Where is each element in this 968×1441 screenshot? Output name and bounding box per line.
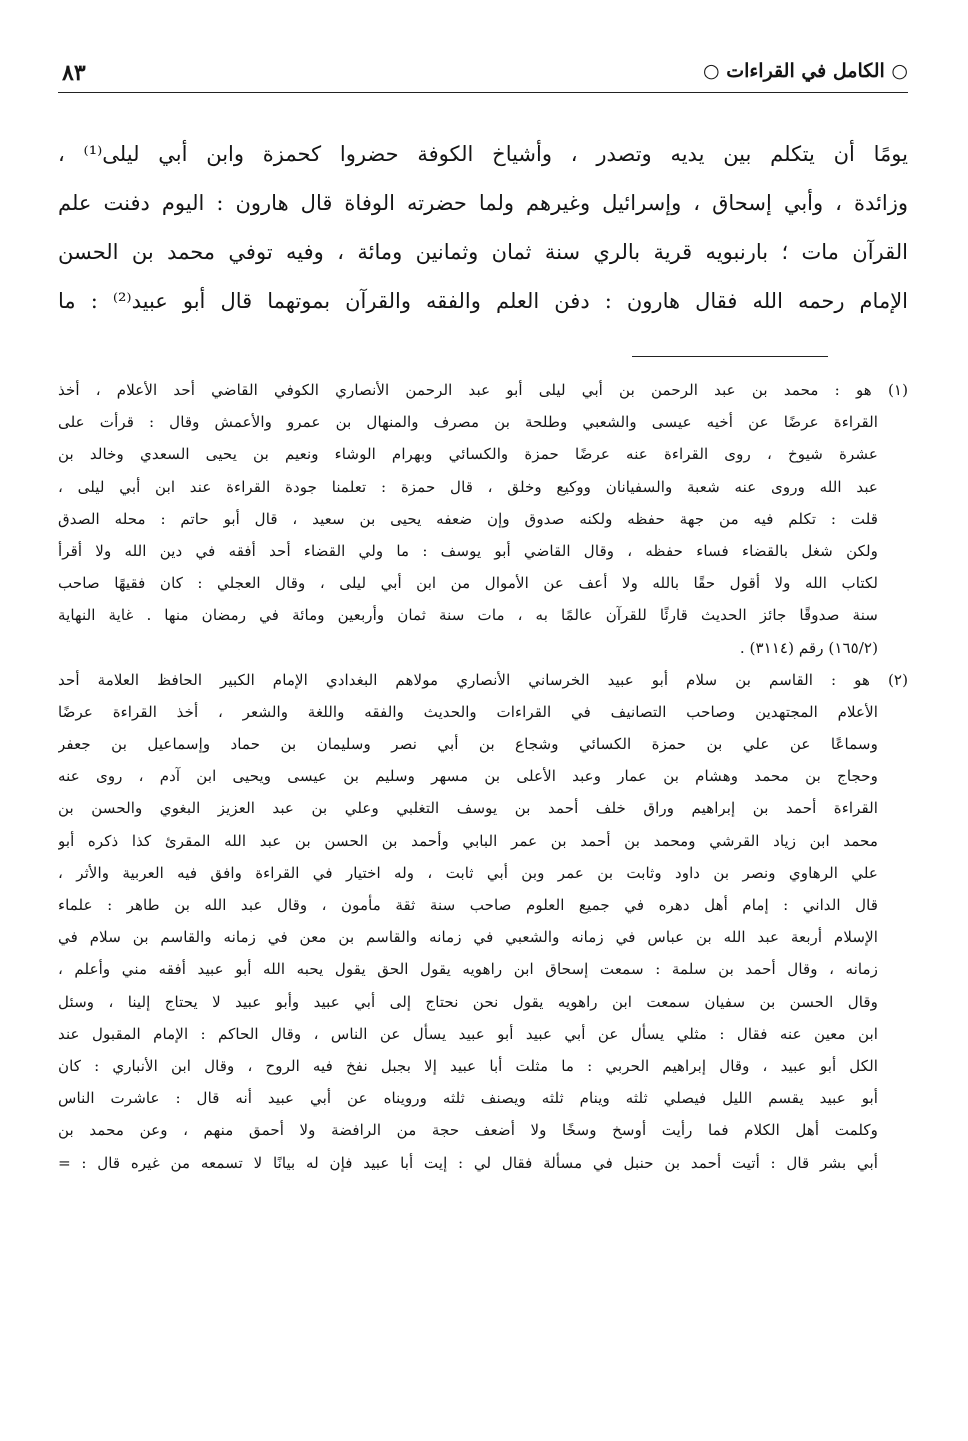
main-text: [58, 130, 908, 326]
footnote-line: قلت : تكلم فيه من جهة حفظه ولكنه صدوق وإن ضعفه يحيى بن سعيد ، قال أبو حاتم : محله الصدق: [58, 509, 878, 528]
footnote-line: وكلمت أهل الكلام فما رأيت أوسخ وسخًا ولا أضعف حجة من الرافضة ولا أحمق منهم ، وعن محمد بن: [58, 1121, 878, 1140]
page-header: [58, 58, 908, 93]
footnote-line: (٢) هو : القاسم بن سلام أبو عبيد الخرساني الأنصاري مولاهم البغدادي الإمام الكبير الحافظ العلامة أحد: [58, 670, 908, 689]
footnote-line: عبد الله وروى عنه شعبة والسفيانان ووكيع وخلق ، قال حمزة : تعلمنا جودة القراءة عند ابن أبي ليلى ،: [58, 477, 878, 496]
footnote-line: وقال الحسن بن سفيان سمعت ابن راهويه يقول نحن نحتاج إلى أبي عبيد وأبو عبيد لا يحتاج إلينا ، وسئل: [58, 992, 878, 1011]
running-title: ○ الكامل في القراءات ○: [703, 60, 908, 82]
footnote-line: ولكن شغل بالقضاء فساء حفظه ، وقال القاضي أبو يوسف : ما ولي القضاء أحد أفقه في دين الله ولا أقرأ: [58, 541, 878, 560]
footnote-line: محمد ابن زياد القرشي ومحمد بن أحمد بن عمر البابي وأحمد بن الحسن بن عبد الله المقرئ كذا ذكره أبو: [58, 831, 878, 850]
footnote-line: وسماعًا عن علي بن حمزة الكسائي وشجاع بن أبي نصر وسليمان بن حماد وإسماعيل بن جعفر: [58, 735, 878, 754]
footnote-line: سنة صدوقًا جائز الحديث قارئًا للقرآن عالمًا به ، مات سنة ثمان وأربعين ومائة في رمضان منها . غاية النهاية: [58, 606, 878, 625]
footnote-line: عشرة شيوخ ، روى القراءة عنه عرضًا حمزة والكسائي وبهرام الوشاء ونعيم بن يحيى السعدي وخالد بن: [58, 445, 878, 464]
footnote-line: ابن معين عنه فقال : مثلي يسأل عن أبي عبيد أبو عبيد يسأل عن الناس ، وقال الحاكم : الإمام المقبول عند: [58, 1024, 878, 1043]
footnote-separator: [632, 356, 828, 357]
body-line: القرآن مات ؛ بارنبويه قرية بالري سنة ثمان وثمانين ومائة ، وفيه توفي محمد بن الحسن: [58, 240, 908, 264]
footnote-line: الأعلام المجتهدين وصاحب التصانيف في القراءات والحديث والفقه واللغة والشعر ، أخذ القراءة عرضًا: [58, 702, 878, 721]
footnote-line: (١٦٥/٢) رقم (٣١١٤) .: [739, 638, 878, 657]
footnote-line: وحجاج بن محمد وهشام بن عمار وعبد الأعلى بن مسهر وسليم بن عيسى ويحيى ابن آدم ، روى عنه: [58, 767, 878, 786]
footnote-line: أبو عبيد يقسم الليل فيصلي ثلثه وينام ثلثه ويصنف ثلثه ورويناه عن أبي عبيد أنه قال : عاشرت الناس: [58, 1089, 878, 1108]
footnote-line: أبي بشر قال : أتيت أحمد بن حنبل في مسألة فقال لي : إيت أبا عبيد فإن له بيانًا لا تسمعه من غيره قال : =: [58, 1153, 878, 1172]
footnote-line: زمانه ، وقال أحمد بن سلمة : سمعت إسحاق ابن راهويه يقول الحق يقول يحبه الله أبو عبيد أفقه مني وأعلم ،: [58, 960, 878, 979]
page-number: ٨٣: [62, 60, 86, 86]
footnote-line: القراءة عرضًا عن أخيه عيسى والشعبي وطلحة بن مصرف والمنهال بن عمرو والأعمش وقال : قرأت على: [58, 413, 878, 432]
footnote-line: الكل أبو عبيد ، وقال إبراهيم الحربي : ما مثلت أبا عبيد إلا بجبل نفخ فيه الروح ، وقال ابن الأنباري : كان: [58, 1056, 878, 1075]
footnote-line: قال الداني : إمام أهل دهره في جميع العلوم صاحب سنة ثقة مأمون ، وقال عبد الله بن طاهر : علماء: [58, 896, 878, 914]
footnote-line: القراءة أحمد بن إبراهيم وراق خلف أحمد بن يوسف التغلبي وعلي بن عبد العزيز البغوي والحسن بن: [58, 799, 878, 818]
body-line: الإمام رحمه الله فقال هارون : دفن العلم والفقه والقرآن بموتهما قال أبو عبيد⁽²⁾ : ما: [58, 289, 908, 313]
footnote-2: [58, 664, 908, 1179]
footnote-line: لكتاب الله ولا أقول حقًا بالله ولا أعف عن الأموال من ابن أبي ليلى ، وقال العجلي : كان فقيهًا صاحب: [58, 574, 878, 593]
footnotes: [58, 374, 908, 1179]
footnote-line: علي الرهاوي ونصر بن داود وثابت بن عمر وبن أبي ثابت ، وله اختيار في القراءة وافق فيه العربية والأثر ،: [58, 863, 878, 882]
footnote-line: الإسلام أربعة عبد الله بن عباس في زمانه والشعبي في زمانه والقاسم بن معن في زمانه والقاسم بن سلام في: [58, 928, 878, 947]
body-line: يومًا أن يتكلم بين يديه وتصدر ، وأشياخ الكوفة حضروا كحمزة وابن أبي ليلى⁽¹⁾ ،: [58, 142, 908, 166]
footnote-line: (١) هو : محمد بن عبد الرحمن بن أبي ليلى أبو عبد الرحمن الأنصاري الكوفي القاضي أحد الأعلام ، أخذ: [58, 381, 908, 399]
body-line: وزائدة ، وأبي إسحاق ، وإسرائيل وغيرهم ولما حضرته الوفاة قال هارون : اليوم دفنت علم: [58, 191, 908, 215]
footnote-1: [58, 374, 908, 664]
